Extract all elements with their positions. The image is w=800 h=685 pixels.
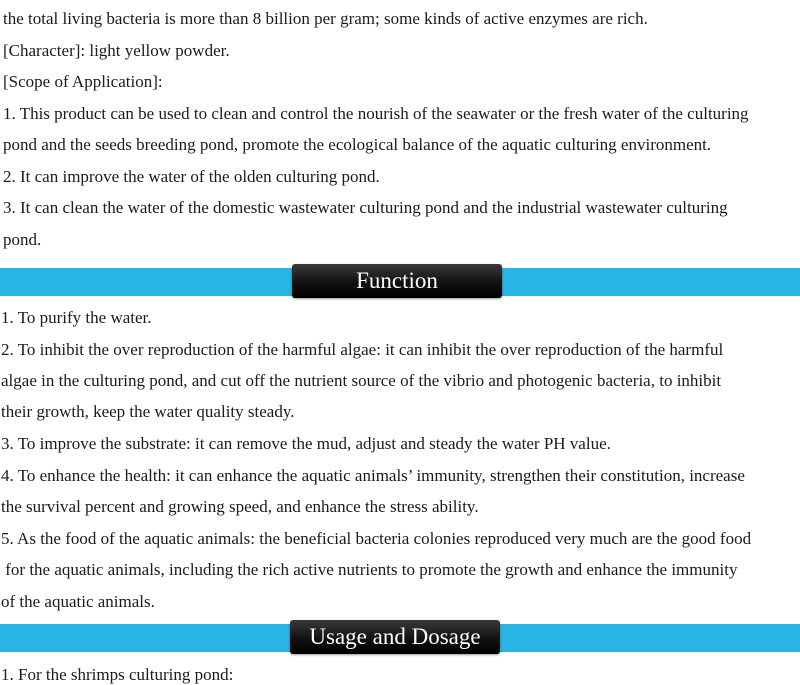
intro-line-4: 1. This product can be used to clean and control the nourish of the seawater or the fresh water of the culturing	[3, 104, 749, 123]
intro-line-7: 3. It can clean the water of the domestic wastewater culturing pond and the industrial wastewater culturing	[3, 198, 728, 217]
intro-line-5: pond and the seeds breeding pond, promote the ecological balance of the aquatic culturing environment.	[3, 135, 712, 154]
intro-line-1: the total living bacteria is more than 8 billion per gram; some kinds of active enzymes are rich.	[3, 9, 648, 28]
function-line-5: 3. To improve the substrate: it can remove the mud, adjust and steady the water PH value.	[1, 434, 611, 453]
usage-line-1: 1. For the shrimps culturing pond:	[1, 665, 234, 684]
intro-line-3: [Scope of Application]:	[3, 72, 163, 91]
function-line-6: 4. To enhance the health: it can enhance the aquatic animals’ immunity, strengthen their constitution, increase	[1, 466, 745, 485]
intro-line-2: [Character]: light yellow powder.	[3, 41, 230, 60]
function-heading: Function	[292, 264, 502, 298]
function-line-9: for the aquatic animals, including the rich active nutrients to promote the growth and enhance the immunity	[1, 560, 738, 579]
function-line-8: 5. As the food of the aquatic animals: the beneficial bacteria colonies reproduced very much are the good food	[1, 529, 752, 548]
function-line-4: their growth, keep the water quality steady.	[1, 402, 295, 421]
intro-line-6: 2. It can improve the water of the olden culturing pond.	[3, 167, 380, 186]
function-line-10: of the aquatic animals.	[1, 592, 155, 611]
function-line-2: 2. To inhibit the over reproduction of the harmful algae: it can inhibit the over reproduction of the harmful	[1, 340, 724, 359]
function-line-3: algae in the culturing pond, and cut off the nutrient source of the vibrio and photogenic bacteria, to inhibit	[1, 371, 722, 390]
function-line-7: the survival percent and growing speed, and enhance the stress ability.	[1, 497, 479, 516]
intro-line-8: pond.	[3, 230, 42, 249]
function-line-1: 1. To purify the water.	[1, 308, 152, 327]
usage-heading: Usage and Dosage	[290, 620, 500, 654]
